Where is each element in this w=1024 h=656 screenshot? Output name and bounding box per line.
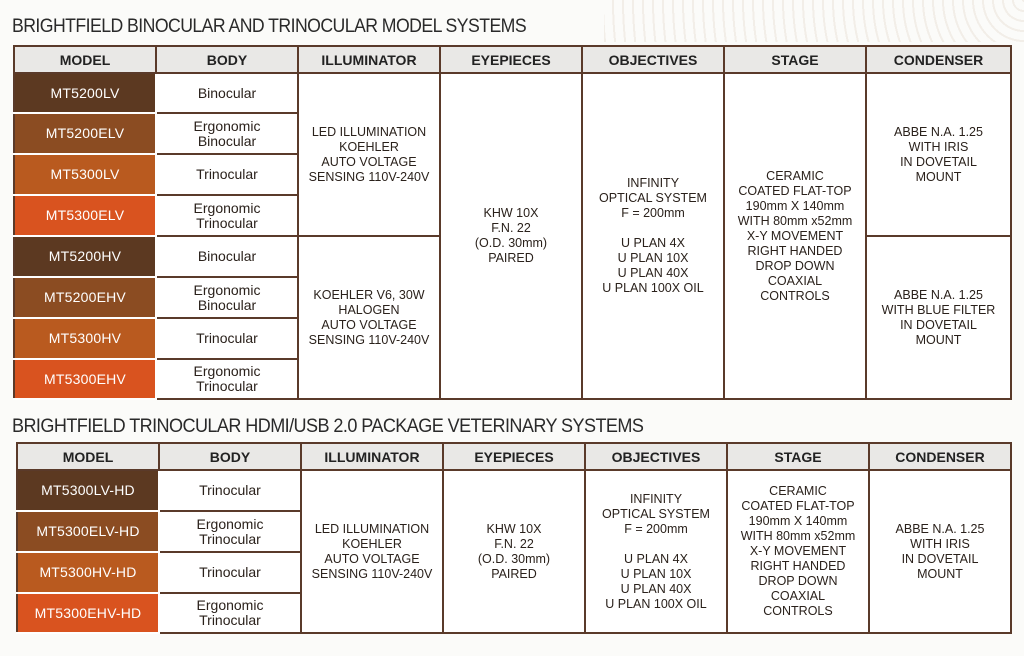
header-body: BODY [156,46,298,73]
model-cell: MT5300ELV-HD [17,511,159,552]
header-stage: STAGE [724,46,866,73]
model-cell: MT5300EHV [14,359,156,399]
model-cell: MT5200EHV [14,277,156,318]
header-objectives: OBJECTIVES [582,46,724,73]
decorative-pattern [604,0,1024,42]
body-cell: Ergonomic Binocular [156,277,298,318]
model-cell: MT5300LV [14,154,156,195]
illuminator-cell: LED ILLUMINATION KOEHLER AUTO VOLTAGE SENSING 110V-240V [301,470,443,633]
section-title-binocular-trinocular: BRIGHTFIELD BINOCULAR AND TRINOCULAR MODEL SYSTEMS [12,16,527,37]
body-cell: Ergonomic Trinocular [159,593,301,633]
header-objectives: OBJECTIVES [585,443,727,470]
header-illuminator: ILLUMINATOR [301,443,443,470]
body-cell: Trinocular [156,154,298,195]
header-illuminator: ILLUMINATOR [298,46,440,73]
model-cell: MT5300HV [14,318,156,359]
illuminator-cell-led: LED ILLUMINATION KOEHLER AUTO VOLTAGE SENSING 110V-240V [298,73,440,236]
header-row [14,46,1011,73]
body-cell: Trinocular [159,470,301,511]
stage-cell: CERAMIC COATED FLAT-TOP 190mm X 140mm WITH 80mm x52mm X-Y MOVEMENT RIGHT HANDED DROP DOWN COAXIAL CONTROLS [724,73,866,399]
model-cell: MT5300EHV-HD [17,593,159,633]
spec-table-binocular-trinocular [13,45,1012,400]
model-cell: MT5300LV-HD [17,470,159,511]
objectives-cell: INFINITY OPTICAL SYSTEM F = 200mm U PLAN 4X U PLAN 10X U PLAN 40X U PLAN 100X OIL [582,73,724,399]
model-cell: MT5300ELV [14,195,156,236]
model-cell: MT5200LV [14,73,156,113]
body-cell: Ergonomic Trinocular [156,359,298,399]
header-eyepieces: EYEPIECES [443,443,585,470]
body-cell: Ergonomic Trinocular [159,511,301,552]
spec-table-hdmi-usb-veterinary [16,442,1012,634]
condenser-cell: ABBE N.A. 1.25 WITH IRIS IN DOVETAIL MOUNT [869,470,1011,633]
header-row [17,443,1011,470]
illuminator-cell-halogen: KOEHLER V6, 30W HALOGEN AUTO VOLTAGE SENSING 110V-240V [298,236,440,399]
objectives-cell: INFINITY OPTICAL SYSTEM F = 200mm U PLAN 4X U PLAN 10X U PLAN 40X U PLAN 100X OIL [585,470,727,633]
body-cell: Ergonomic Binocular [156,113,298,154]
body-cell: Binocular [156,73,298,113]
header-model: MODEL [17,443,159,470]
eyepieces-cell: KHW 10X F.N. 22 (O.D. 30mm) PAIRED [440,73,582,399]
body-cell: Binocular [156,236,298,277]
header-stage: STAGE [727,443,869,470]
header-condenser: CONDENSER [869,443,1011,470]
table-row [17,470,1011,511]
condenser-cell-iris: ABBE N.A. 1.25 WITH IRIS IN DOVETAIL MOUNT [866,73,1011,236]
table-row [14,73,1011,113]
condenser-cell-blue-filter: ABBE N.A. 1.25 WITH BLUE FILTER IN DOVETAIL MOUNT [866,236,1011,399]
model-cell: MT5200ELV [14,113,156,154]
model-cell: MT5300HV-HD [17,552,159,593]
header-model: MODEL [14,46,156,73]
body-cell: Trinocular [159,552,301,593]
header-body: BODY [159,443,301,470]
model-cell: MT5200HV [14,236,156,277]
eyepieces-cell: KHW 10X F.N. 22 (O.D. 30mm) PAIRED [443,470,585,633]
body-cell: Trinocular [156,318,298,359]
header-condenser: CONDENSER [866,46,1011,73]
header-eyepieces: EYEPIECES [440,46,582,73]
stage-cell: CERAMIC COATED FLAT-TOP 190mm X 140mm WITH 80mm x52mm X-Y MOVEMENT RIGHT HANDED DROP DOWN COAXIAL CONTROLS [727,470,869,633]
body-cell: Ergonomic Trinocular [156,195,298,236]
section-title-hdmi-usb-veterinary: BRIGHTFIELD TRINOCULAR HDMI/USB 2.0 PACKAGE VETERINARY SYSTEMS [12,416,644,437]
